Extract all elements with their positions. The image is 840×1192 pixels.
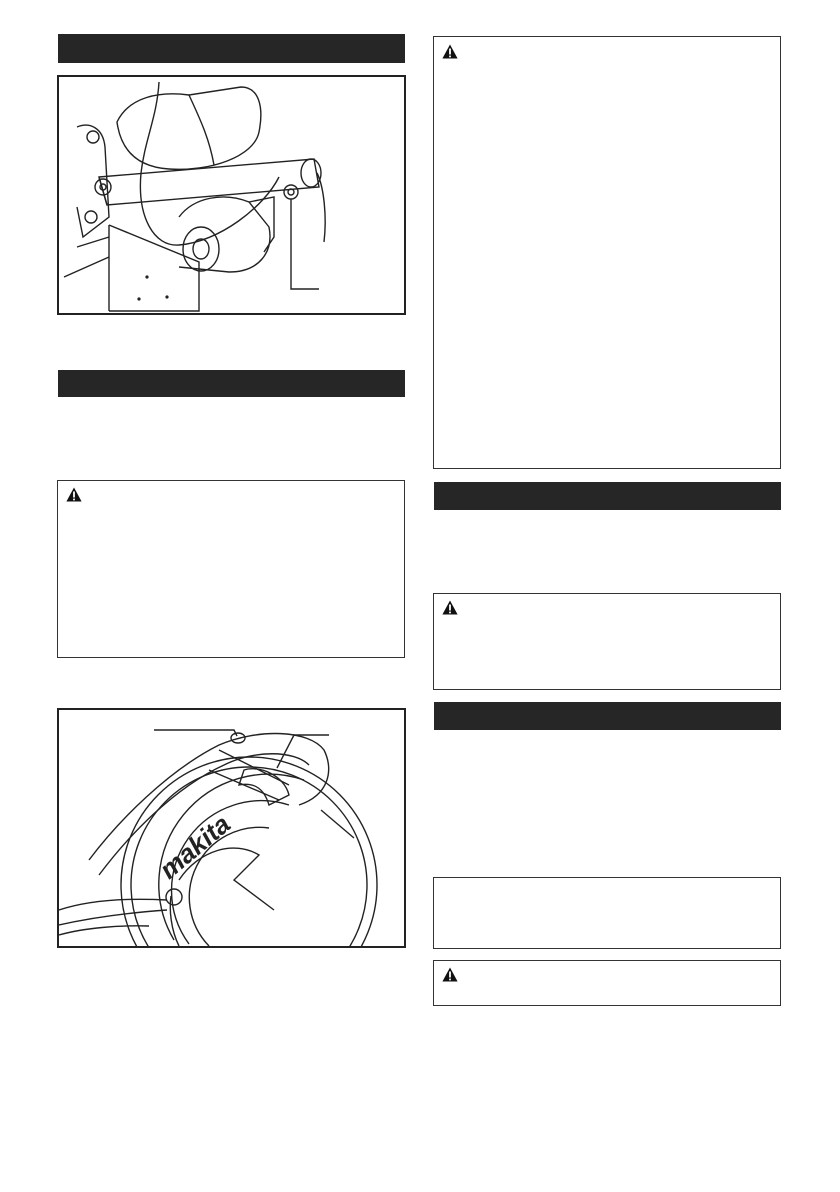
blade-cover-brand: makita	[153, 808, 236, 885]
section-bar-1	[58, 34, 405, 63]
saw-head-illustration	[59, 710, 404, 946]
figure-blade-cover	[57, 708, 406, 948]
warning-box-left	[57, 480, 405, 658]
section-bar-4	[434, 702, 781, 730]
note-box	[433, 877, 781, 949]
warning-box-right-mid	[433, 593, 781, 690]
warning-triangle-icon	[442, 967, 458, 982]
section-bar-3	[434, 482, 781, 510]
warning-triangle-icon	[442, 44, 458, 59]
warning-triangle-icon	[66, 487, 82, 502]
miter-saw-illustration	[59, 77, 404, 313]
warning-triangle-icon	[442, 600, 458, 615]
section-bar-2	[58, 370, 405, 397]
warning-box-right-small	[433, 960, 781, 1006]
warning-box-right-tall	[433, 36, 781, 469]
figure-top-left	[57, 75, 406, 315]
